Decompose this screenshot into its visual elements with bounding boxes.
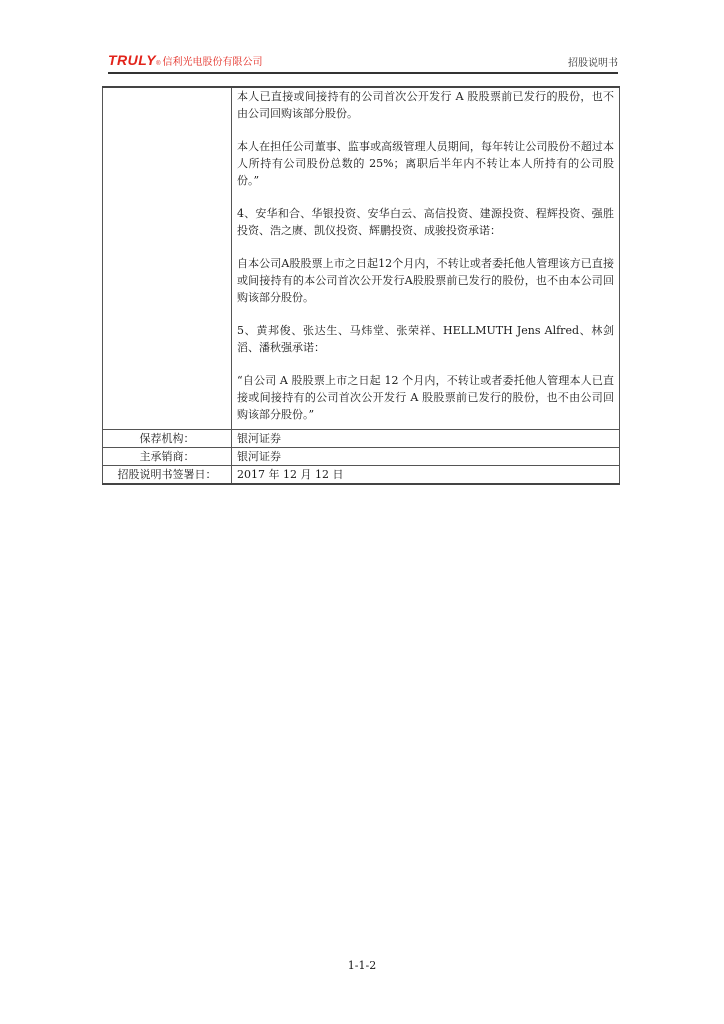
table-row	[103, 430, 620, 448]
commitment-paragraph: 本人在担任公司董事、监事或高级管理人员期间，每年转让公司股份不超过本人所持有公司股份总数的 25%；离职后半年内不转让本人所持有的公司股份。”	[237, 140, 614, 187]
commitment-paragraph: 4、安华和合、华银投资、安华白云、高信投资、建源投资、程辉投资、强胜投资、浩之赓、凯仪投资、辉鹏投资、成骏投资承诺：	[237, 207, 614, 237]
page-number: 1-1-2	[347, 959, 377, 972]
document-title: 招股说明书	[568, 58, 618, 69]
commitment-paragraph: 本人已直接或间接持有的公司首次公开发行 A 股股票前已发行的股份，也不由公司回购该部分股份。	[237, 90, 614, 120]
underwriter-value: 银河证券	[232, 448, 620, 466]
sponsor-value: 银河证券	[232, 430, 620, 448]
sponsor-label: 保荐机构：	[103, 430, 232, 448]
underwriter-label: 主承销商：	[103, 448, 232, 466]
table-row-continuation	[103, 87, 620, 430]
commitment-paragraph: 自本公司A股股票上市之日起12个月内，不转让或者委托他人管理该方已直接或间接持有的本公司首次公开发行A股股票前已发行的股份，也不由本公司回购该部分股份。	[237, 257, 614, 304]
commitment-paragraph: 5、黄邦俊、张达生、马炜堂、张荣祥、HELLMUTH Jens Alfred、林剑滔、潘秋强承诺：	[237, 324, 614, 354]
signing-date-value: 2017 年 12 月 12 日	[232, 466, 620, 485]
page-header	[108, 52, 618, 72]
table-cell-empty-label	[103, 87, 232, 430]
company-name: 信利光电股份有限公司	[162, 57, 263, 68]
company-logo	[108, 52, 263, 68]
signing-date-label: 招股说明书签署日：	[103, 466, 232, 485]
info-table	[102, 86, 620, 485]
commitment-text-cell	[232, 87, 620, 430]
header-divider	[108, 72, 618, 74]
table-row	[103, 466, 620, 485]
truly-logo-mark: TRULY	[108, 52, 157, 68]
registered-mark: ®	[156, 61, 161, 67]
table-row	[103, 448, 620, 466]
commitment-paragraph: “自公司 A 股股票上市之日起 12 个月内，不转让或者委托他人管理本人已直接或间接持有的公司首次公开发行 A 股股票前已发行的股份，也不由公司回购该部分股份。”	[237, 374, 614, 421]
